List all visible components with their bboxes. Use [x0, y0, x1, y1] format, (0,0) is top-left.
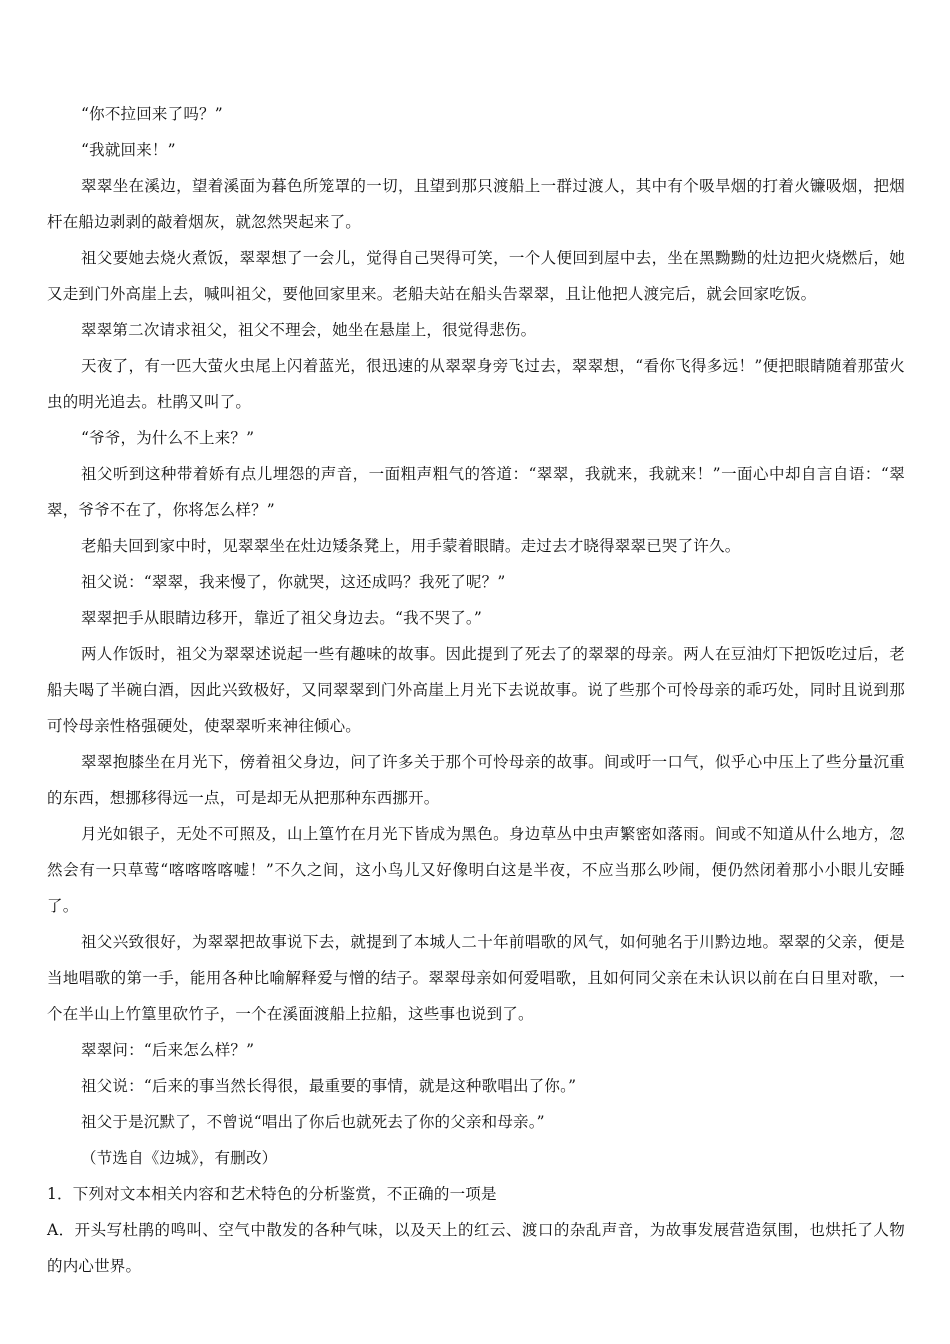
paragraph: 祖父说：“翠翠，我来慢了，你就哭，这还成吗？我死了呢？”	[81, 573, 506, 591]
paragraph: 祖父兴致很好，为翠翠把故事说下去，就提到了本城人二十年前唱歌的风气，如何驰名于川黔边地。翠翠的父亲，便是当地唱歌的第一手，能用各种比喻解释爱与憎的结子。翠翠母亲如何爱唱歌，且如何同父亲在未认识以前在白日里对歌，一个在半山上竹篁里砍竹子，一个在溪面渡船上拉船，这些事也说到了。	[47, 933, 905, 1023]
paragraph: 翠翠坐在溪边，望着溪面为暮色所笼罩的一切，且望到那只渡船上一群过渡人，其中有个吸旱烟的打着火镰吸烟，把烟杆在船边剥剥的敲着烟灰，就忽然哭起来了。	[47, 177, 905, 231]
paragraph: 祖父说：“后来的事当然长得很，最重要的事情，就是这种歌唱出了你。”	[81, 1077, 577, 1095]
paragraph: “你不拉回来了吗？”	[81, 105, 223, 123]
paragraph: “我就回来！”	[81, 141, 176, 159]
paragraph: 祖父听到这种带着娇有点儿埋怨的声音，一面粗声粗气的答道：“翠翠，我就来，我就来！”一面心中却自言自语：“翠翠，爷爷不在了，你将怎么样？”	[47, 465, 905, 519]
article-body	[47, 96, 905, 1284]
paragraph: 翠翠第二次请求祖父，祖父不理会，她坐在悬崖上，很觉得悲伤。	[81, 321, 537, 339]
question-stem: 1．下列对文本相关内容和艺术特色的分析鉴赏，不正确的一项是	[47, 1185, 497, 1203]
paragraph: 翠翠把手从眼睛边移开，靠近了祖父身边去。“我不哭了。”	[81, 609, 482, 627]
question-option-a: A．开头写杜鹃的鸣叫、空气中散发的各种气味，以及天上的红云、渡口的杂乱声音，为故事发展营造氛围，也烘托了人物的内心世界。	[47, 1221, 905, 1275]
paragraph: “爷爷，为什么不上来？”	[81, 429, 255, 447]
paragraph: 月光如银子，无处不可照及，山上篁竹在月光下皆成为黑色。身边草丛中虫声繁密如落雨。间或不知道从什么地方，忽然会有一只草莺“喀喀喀喀嘘！”不久之间，这小鸟儿又好像明白这是半夜，不应当那么吵闹，便仍然闭着那小小眼儿安睡了。	[47, 825, 905, 915]
paragraph: 两人作饭时，祖父为翠翠述说起一些有趣味的故事。因此提到了死去了的翠翠的母亲。两人在豆油灯下把饭吃过后，老船夫喝了半碗白酒，因此兴致极好，又同翠翠到门外高崖上月光下去说故事。说了些那个可怜母亲的乖巧处，同时且说到那可怜母亲性格强硬处，使翠翠听来神往倾心。	[47, 645, 905, 735]
paragraph: 翠翠抱膝坐在月光下，傍着祖父身边，问了许多关于那个可怜母亲的故事。间或吁一口气，似乎心中压上了些分量沉重的东西，想挪移得远一点，可是却无从把那种东西挪开。	[47, 753, 905, 807]
paragraph: 祖父要她去烧火煮饭，翠翠想了一会儿，觉得自己哭得可笑，一个人便回到屋中去，坐在黑黝黝的灶边把火烧燃后，她又走到门外高崖上去，喊叫祖父，要他回家里来。老船夫站在船头告翠翠，且让他把人渡完后，就会回家吃饭。	[47, 249, 905, 303]
paragraph: 翠翠问：“后来怎么样？”	[81, 1041, 255, 1059]
paragraph: 祖父于是沉默了，不曾说“唱出了你后也就死去了你的父亲和母亲。”	[81, 1113, 545, 1131]
source-note: （节选自《边城》，有删改）	[81, 1149, 278, 1167]
paragraph: 天夜了，有一匹大萤火虫尾上闪着蓝光，很迅速的从翠翠身旁飞过去，翠翠想，“看你飞得多远！”便把眼睛随着那萤火虫的明光追去。杜鹃又叫了。	[47, 357, 905, 411]
paragraph: 老船夫回到家中时，见翠翠坐在灶边矮条凳上，用手蒙着眼睛。走过去才晓得翠翠已哭了许久。	[81, 537, 741, 555]
